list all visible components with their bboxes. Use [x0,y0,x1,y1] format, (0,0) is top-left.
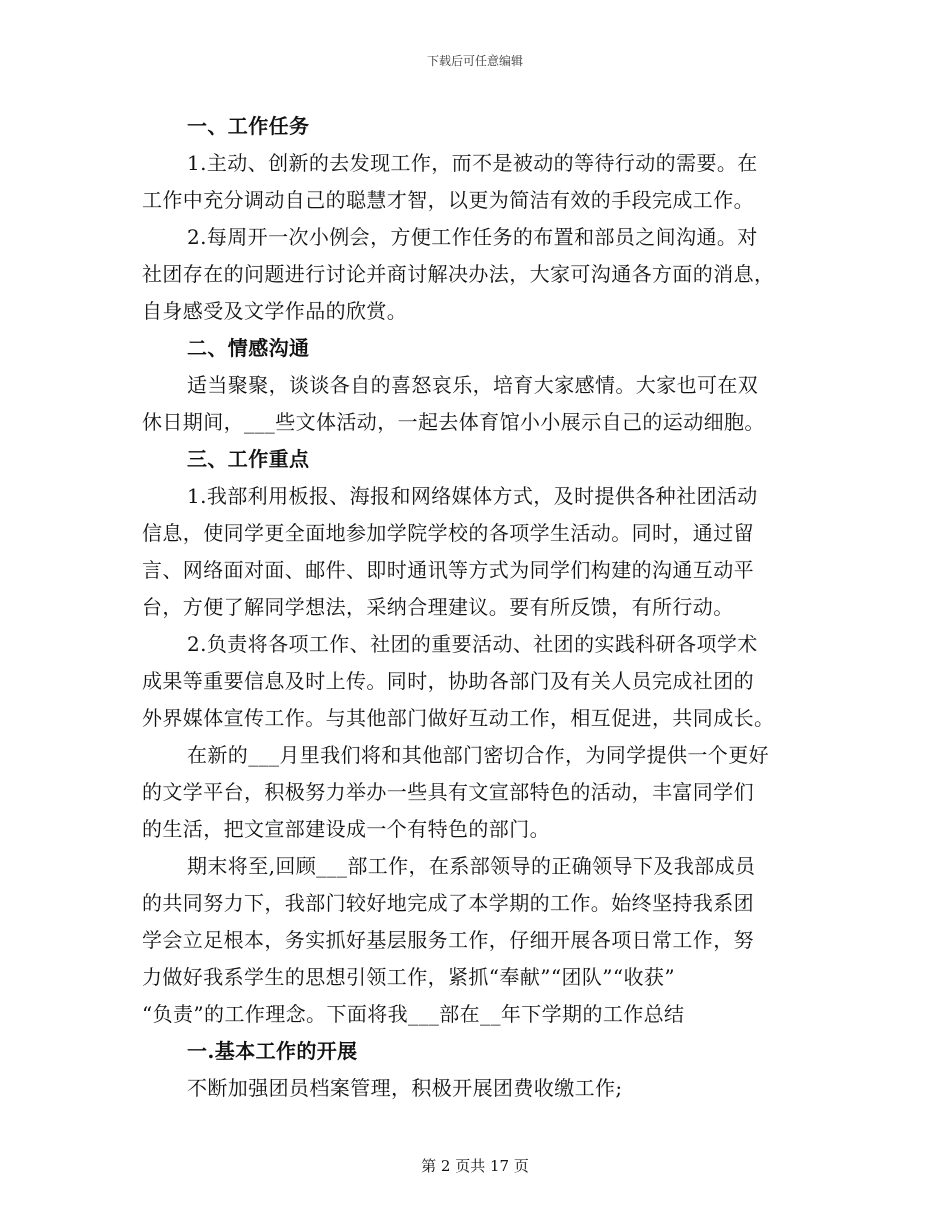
section-heading: 一、工作任务 [187,114,310,138]
page-number: 第 2 页共 17 页 [421,1157,529,1175]
text-line: 言、网络面对面、邮件、即时通讯等方式为同学们构建的沟通互动平 [142,558,754,582]
document-body [142,108,808,1107]
section-heading: 二、情感沟通 [187,336,310,360]
text-line: 的文学平台，积极努力举办一些具有文宣部特色的活动，丰富同学们 [142,780,754,804]
text-line: 的生活，把文宣部建设成一个有特色的部门。 [142,817,550,841]
text-line: 期末将至,回顾___部工作，在系部领导的正确领导下及我部成员 [187,854,756,878]
text-line: 学会立足根本，务实抓好基层服务工作，仔细开展各项日常工作，努 [142,928,754,952]
text-line: 台，方便了解同学想法，采纳合理建议。要有所反馈，有所行动。 [142,595,734,619]
text-line: 的共同努力下，我部门较好地完成了本学期的工作。始终坚持我系团 [142,891,754,915]
text-line: 自身感受及文学作品的欣赏。 [142,299,408,323]
section-heading: 一.基本工作的开展 [187,1039,358,1063]
text-line: “负责”的工作理念。下面将我___部在__年下学期的工作总结 [142,1002,685,1026]
text-line: 工作中充分调动自己的聪慧才智，以更为简洁有效的手段完成工作。 [142,188,754,212]
text-line: 适当聚聚，谈谈各自的喜怒哀乐，培育大家感情。大家也可在双 [187,373,759,397]
text-line: 2.每周开一次小例会，方便工作任务的布置和部员之间沟通。对 [187,225,758,249]
text-line: 外界媒体宣传工作。与其他部门做好互动工作，相互促进，共同成长。 [142,706,775,730]
text-line: 不断加强团员档案管理，积极开展团费收缴工作; [187,1076,623,1100]
text-line: 在新的___月里我们将和其他部门密切合作，为同学提供一个更好 [187,743,769,767]
text-line: 2.负责将各项工作、社团的重要活动、社团的实践科研各项学术 [187,632,758,656]
text-line: 信息，使同学更全面地参加学院学校的各项学生活动。同时，通过留 [142,521,754,545]
text-line: 力做好我系学生的思想引领工作，紧抓“奉献”“团队”“收获” [142,965,675,989]
text-line: 社团存在的问题进行讨论并商讨解决办法，大家可沟通各方面的消息， [142,262,775,286]
section-heading: 三、工作重点 [187,447,310,471]
text-line: 1.我部利用板报、海报和网络媒体方式，及时提供各种社团活动 [187,484,758,508]
page-header-note: 下载后可任意编辑 [426,54,523,68]
text-line: 成果等重要信息及时上传。同时，协助各部门及有关人员完成社团的 [142,669,754,693]
text-line: 休日期间，___些文体活动，一起去体育馆小小展示自己的运动细胞。 [142,410,765,434]
text-line: 1.主动、创新的去发现工作，而不是被动的等待行动的需要。在 [187,151,758,175]
